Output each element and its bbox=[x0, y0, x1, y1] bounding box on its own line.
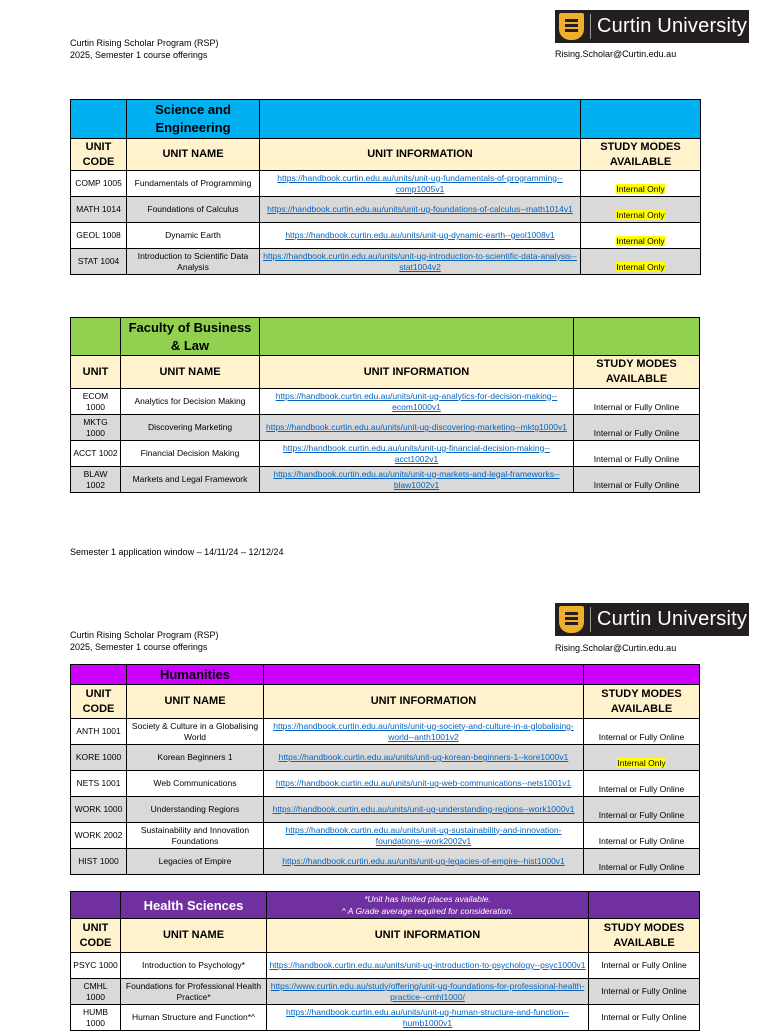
study-mode: Internal or Fully Online bbox=[589, 979, 700, 1005]
unit-name: Web Communications bbox=[127, 771, 264, 797]
study-mode: Internal Only bbox=[616, 262, 665, 272]
study-mode: Internal or Fully Online bbox=[584, 797, 700, 823]
study-mode: Internal or Fully Online bbox=[584, 849, 700, 875]
unit-name: Dynamic Earth bbox=[127, 223, 260, 249]
col-unit-code: UNIT CODE bbox=[71, 685, 127, 719]
unit-link[interactable]: https://www.curtin.edu.au/study/offering/unit-ug-foundations-for-professional-health-practice--cmhl1000/ bbox=[270, 980, 585, 1002]
unit-name: Society & Culture in a Globalising World bbox=[127, 719, 264, 745]
unit-code: MKTG 1000 bbox=[71, 415, 121, 441]
crest-icon bbox=[559, 606, 584, 633]
curtin-logo bbox=[555, 603, 749, 636]
study-mode: Internal or Fully Online bbox=[574, 389, 700, 415]
curtin-logo bbox=[555, 10, 749, 43]
table-row bbox=[71, 1005, 700, 1031]
grade-average-note: ^ A Grade average required for consideration. bbox=[341, 906, 514, 916]
unit-name: Foundations of Calculus bbox=[127, 197, 260, 223]
section-title: Faculty of Business & Law bbox=[121, 318, 260, 356]
table-row bbox=[71, 249, 701, 275]
table-row bbox=[71, 415, 700, 441]
unit-name: Analytics for Decision Making bbox=[121, 389, 260, 415]
table-row bbox=[71, 979, 700, 1005]
table-row bbox=[71, 771, 700, 797]
unit-code: WORK 1000 bbox=[71, 797, 127, 823]
col-study-modes: STUDY MODES AVAILABLE bbox=[584, 685, 700, 719]
science-table bbox=[70, 99, 701, 275]
unit-link[interactable]: https://handbook.curtin.edu.au/units/unit-ug-korean-beginners-1--kore1000v1 bbox=[278, 752, 569, 762]
page-header bbox=[70, 629, 219, 653]
table-row bbox=[71, 823, 700, 849]
health-table bbox=[70, 891, 700, 1031]
crest-icon bbox=[559, 13, 584, 40]
col-unit-info: UNIT INFORMATION bbox=[264, 685, 584, 719]
col-unit-name: UNIT NAME bbox=[127, 685, 264, 719]
unit-link[interactable]: https://handbook.curtin.edu.au/units/unit-ug-legacies-of-empire--hist1000v1 bbox=[282, 856, 565, 866]
unit-link[interactable]: https://handbook.curtin.edu.au/units/unit-ug-analytics-for-decision-making--ecom1000v1 bbox=[275, 390, 558, 412]
col-unit: UNIT bbox=[71, 356, 121, 389]
unit-link[interactable]: https://handbook.curtin.edu.au/units/unit-ug-human-structure-and-function--humb1000v1 bbox=[285, 1006, 570, 1028]
section-title: Humanities bbox=[127, 665, 264, 685]
unit-code: ECOM 1000 bbox=[71, 389, 121, 415]
section-title: Health Sciences bbox=[121, 892, 267, 919]
unit-code: PSYC 1000 bbox=[71, 953, 121, 979]
logo-name: Curtin University bbox=[597, 608, 748, 630]
unit-name: Legacies of Empire bbox=[127, 849, 264, 875]
unit-name: Financial Decision Making bbox=[121, 441, 260, 467]
unit-name: Sustainability and Innovation Foundations bbox=[127, 823, 264, 849]
table-row bbox=[71, 467, 700, 493]
unit-code: COMP 1005 bbox=[71, 171, 127, 197]
table-row bbox=[71, 745, 700, 771]
unit-code: NETS 1001 bbox=[71, 771, 127, 797]
unit-link[interactable]: https://handbook.curtin.edu.au/units/unit-ug-introduction-to-psychology--psyc1000v1 bbox=[269, 960, 586, 970]
table-row bbox=[71, 197, 701, 223]
study-mode: Internal or Fully Online bbox=[584, 719, 700, 745]
study-mode: Internal Only bbox=[617, 758, 666, 768]
study-mode: Internal or Fully Online bbox=[589, 1005, 700, 1031]
col-unit-name: UNIT NAME bbox=[127, 139, 260, 171]
col-study-modes: STUDY MODES AVAILABLE bbox=[581, 139, 701, 171]
unit-name: Discovering Marketing bbox=[121, 415, 260, 441]
unit-name: Korean Beginners 1 bbox=[127, 745, 264, 771]
logo-name: Curtin University bbox=[597, 15, 748, 37]
page-header bbox=[70, 37, 219, 61]
study-mode: Internal or Fully Online bbox=[574, 441, 700, 467]
study-mode: Internal or Fully Online bbox=[584, 823, 700, 849]
unit-code: WORK 2002 bbox=[71, 823, 127, 849]
section-title: Science and Engineering bbox=[127, 100, 260, 139]
study-mode: Internal or Fully Online bbox=[574, 467, 700, 493]
col-unit-name: UNIT NAME bbox=[121, 356, 260, 389]
health-notes bbox=[267, 892, 589, 919]
table-row bbox=[71, 389, 700, 415]
unit-name: Foundations for Professional Health Practice* bbox=[121, 979, 267, 1005]
program-title: Curtin Rising Scholar Program (RSP) bbox=[70, 630, 219, 640]
unit-link[interactable]: https://handbook.curtin.edu.au/units/unit-ug-society-and-culture-in-a-globalising-world--anth1001v2 bbox=[273, 720, 574, 742]
unit-name: Fundamentals of Programming bbox=[127, 171, 260, 197]
contact-email[interactable]: Rising.Scholar@Curtin.edu.au bbox=[555, 643, 677, 653]
table-row bbox=[71, 719, 700, 745]
offering-title: 2025, Semester 1 course offerings bbox=[70, 50, 208, 60]
unit-link[interactable]: https://handbook.curtin.edu.au/units/unit-ug-understanding-regions--work1000v1 bbox=[272, 804, 575, 814]
unit-code: ACCT 1002 bbox=[71, 441, 121, 467]
unit-link[interactable]: https://handbook.curtin.edu.au/units/unit-ug-markets-and-legal-frameworks--blaw1002v1 bbox=[273, 468, 560, 490]
study-mode: Internal or Fully Online bbox=[584, 771, 700, 797]
table-row bbox=[71, 953, 700, 979]
unit-link[interactable]: https://handbook.curtin.edu.au/units/unit-ug-financial-decision-making--acct1002v1 bbox=[283, 442, 550, 464]
unit-link[interactable]: https://handbook.curtin.edu.au/units/unit-ug-discovering-marketing--mktg1000v1 bbox=[266, 422, 567, 432]
offering-title: 2025, Semester 1 course offerings bbox=[70, 642, 208, 652]
unit-name: Human Structure and Function*^ bbox=[121, 1005, 267, 1031]
table-row bbox=[71, 849, 700, 875]
unit-code: STAT 1004 bbox=[71, 249, 127, 275]
unit-link[interactable]: https://handbook.curtin.edu.au/units/unit-ug-foundations-of-calculus--math1014v1 bbox=[267, 204, 573, 214]
unit-name: Understanding Regions bbox=[127, 797, 264, 823]
study-mode: Internal or Fully Online bbox=[589, 953, 700, 979]
col-unit-name: UNIT NAME bbox=[121, 919, 267, 953]
unit-name: Introduction to Psychology* bbox=[121, 953, 267, 979]
col-unit-code: UNIT CODE bbox=[71, 919, 121, 953]
application-window: Semester 1 application window – 14/11/24 – 12/12/24 bbox=[70, 547, 284, 557]
unit-link[interactable]: https://handbook.curtin.edu.au/units/unit-ug-fundamentals-of-programming--comp1005v1 bbox=[277, 172, 563, 194]
limited-places-note: *Unit has limited places available. bbox=[364, 894, 491, 904]
col-unit-info: UNIT INFORMATION bbox=[260, 356, 574, 389]
unit-name: Introduction to Scientific Data Analysis bbox=[127, 249, 260, 275]
table-row bbox=[71, 797, 700, 823]
unit-code: HIST 1000 bbox=[71, 849, 127, 875]
business-table bbox=[70, 317, 700, 493]
unit-code: GEOL 1008 bbox=[71, 223, 127, 249]
program-title: Curtin Rising Scholar Program (RSP) bbox=[70, 38, 219, 48]
unit-code: BLAW 1002 bbox=[71, 467, 121, 493]
col-unit-code: UNIT CODE bbox=[71, 139, 127, 171]
unit-code: ANTH 1001 bbox=[71, 719, 127, 745]
table-row bbox=[71, 223, 701, 249]
col-unit-info: UNIT INFORMATION bbox=[267, 919, 589, 953]
humanities-table bbox=[70, 664, 700, 875]
study-mode: Internal or Fully Online bbox=[574, 415, 700, 441]
unit-link[interactable]: https://handbook.curtin.edu.au/units/unit-ug-dynamic-earth--geol1008v1 bbox=[285, 230, 555, 240]
unit-code: MATH 1014 bbox=[71, 197, 127, 223]
unit-code: KORE 1000 bbox=[71, 745, 127, 771]
unit-link[interactable]: https://handbook.curtin.edu.au/units/unit-ug-web-communications--nets1001v1 bbox=[275, 778, 572, 788]
unit-code: CMHL 1000 bbox=[71, 979, 121, 1005]
contact-email[interactable]: Rising.Scholar@Curtin.edu.au bbox=[555, 49, 677, 59]
study-mode: Internal Only bbox=[616, 184, 665, 194]
col-study-modes: STUDY MODES AVAILABLE bbox=[589, 919, 700, 953]
col-unit-info: UNIT INFORMATION bbox=[260, 139, 581, 171]
study-mode: Internal Only bbox=[616, 210, 665, 220]
table-row bbox=[71, 441, 700, 467]
study-mode: Internal Only bbox=[616, 236, 665, 246]
unit-link[interactable]: https://handbook.curtin.edu.au/units/unit-ug-introduction-to-scientific-data-analysis--stat1004v2 bbox=[263, 250, 577, 272]
unit-name: Markets and Legal Framework bbox=[121, 467, 260, 493]
table-row bbox=[71, 171, 701, 197]
unit-code: HUMB 1000 bbox=[71, 1005, 121, 1031]
unit-link[interactable]: https://handbook.curtin.edu.au/units/unit-ug-sustainability-and-innovation-foundations--work2002v1 bbox=[285, 824, 562, 846]
col-study-modes: STUDY MODES AVAILABLE bbox=[574, 356, 700, 389]
